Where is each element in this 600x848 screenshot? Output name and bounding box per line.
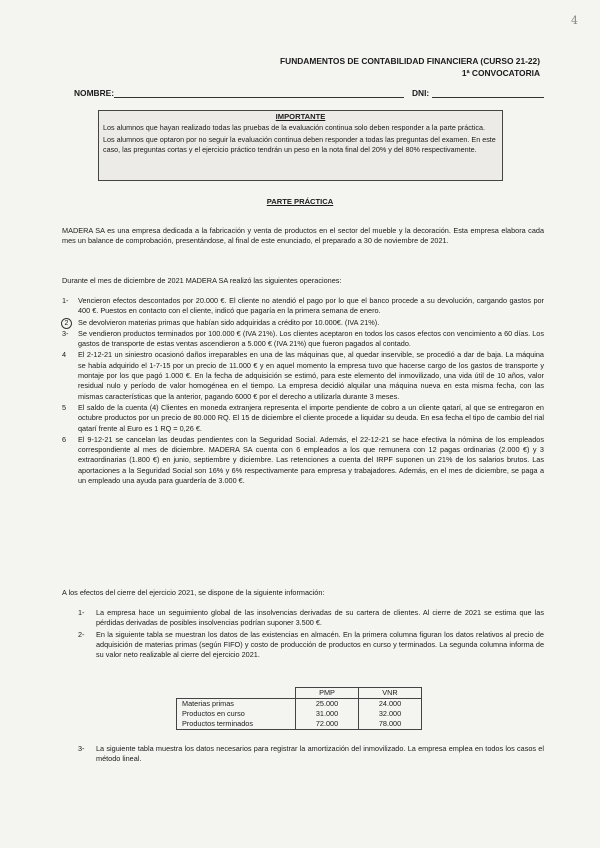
- closing-list-part-2: [78, 744, 544, 766]
- course-title: FUNDAMENTOS DE CONTABILIDAD FINANCIERA (CURSO 21-22): [280, 56, 540, 66]
- column-header: PMP: [296, 688, 359, 699]
- closing-item: 2- En la siguiente tabla se muestran los datos de las existencias en almacén. En la primera columna figuran los datos relativos al precio de adquisición de materias primas (según FIFO) y costo de producción de productos en curso y terminados. La segunda columna informa de su valor neto realizable al cierre del ejercicio 2021.: [78, 629, 544, 660]
- operation-item: 1- Vencieron efectos descontados por 20.000 €. El cliente no atendió el pago por lo que el banco procede a su devolución, cargando gastos por 400 €. Puestos en contacto con el cliente, indicó que pagaría en la primera semana de enero.: [62, 296, 544, 316]
- circled-number: 2: [61, 318, 72, 329]
- name-field[interactable]: [114, 97, 404, 98]
- intro-paragraph: MADERA SA es una empresa dedicada a la fabricación y venta de productos en el sector del mueble y la decoración. Esta empresa elabora cada mes un balance de comprobación, presentándose, al final de este enunciado, el preparado a 30 de noviembre de 2021.: [62, 226, 544, 246]
- closing-item: 3- La siguiente tabla muestra los datos necesarios para registrar la amortización del inmovilizado. La empresa emplea en todos los casos el método lineal.: [78, 744, 544, 764]
- name-label: NOMBRE:: [74, 88, 115, 98]
- exam-header: [280, 55, 540, 79]
- inventory-table: [176, 687, 422, 730]
- closing-item: 1- La empresa hace un seguimiento global de las insolvencias derivadas de su cartera de clientes. Al cierre de 2021 se estima que las pérdidas derivadas de posibles insolvencias podrían suponer 3.500 €.: [78, 608, 544, 628]
- operation-item: 5 El saldo de la cuenta (4) Clientes en moneda extranjera representa el importe pendiente de cobro a un cliente qatarí, al que se entregaron en octubre productos por un precio de 80.000 RQ. El 15 de diciembre el cliente procede a liquidar su deuda. En esa fecha el tipo de cambio del rial qatarí frente al Euro es 1 RQ = 0,26 €.: [62, 402, 544, 433]
- table-row: Productos en curso 31.000 32.000: [177, 709, 422, 719]
- operations-intro: Durante el mes de diciembre de 2021 MADERA SA realizó las siguientes operaciones:: [62, 276, 342, 285]
- column-header: VNR: [359, 688, 422, 699]
- page-number: 4: [571, 14, 578, 27]
- operations-list: [62, 296, 544, 487]
- operation-item: 2 Se devolvieron materias primas que habían sido adquiridas a crédito por 10.000€. (IVA 21%).: [62, 318, 544, 328]
- exam-call: 1ª CONVOCATORIA: [461, 68, 540, 78]
- notice-title: IMPORTANTE: [275, 112, 326, 121]
- operation-item: 4 El 2-12-21 un siniestro ocasionó daños irreparables en una de las máquinas que, al quedar inservible, se procedió a dar de baja. La máquina se había adquirido el 1-7-15 por un precio de 11.000 € y en aquel momento la empresa tuvo que hacerse cargo de los gastos de transporte y montaje por los que pagó 1.000 €. En la fecha de adquisición se estimó, para este elemento del inmovilizado, una vida útil de 10 años, valor residual nulo y período de valor homogénea en el tiempo. La empresa decidió alquilar una máquina nueva en esta misma fecha, con las mismas características que la anterior, pagando 6000 € por el derecho a utilizarla durante 3 meses.: [62, 350, 544, 401]
- section-title: PARTE PRÁCTICA: [266, 197, 334, 206]
- closing-list-part-1: [78, 608, 544, 661]
- operation-item: 3- Se vendieron productos terminados por 100.000 € (IVA 21%). Los clientes aceptaron en todos los casos efectos con vencimiento a 60 días. Los gastos de transporte de estas ventas ascendieron a 5.000 € (IVA 21%) que fueron pagados al contado.: [62, 328, 544, 349]
- operation-item: 6 El 9-12-21 se cancelan las deudas pendientes con la Seguridad Social. Además, el 22-12-21 se hace efectiva la nómina de los empleados correspondiente al mes de diciembre. MADERA SA cuenta con 6 empleados a los que remunera con 12 pagas ordinarias (2.000 €) y 3 extraordinarias (1.800 €) en junio, septiembre y diciembre. Las retenciones a cuenta del IRPF suponen un 21% de los salarios brutos. Las aportaciones a la Seguridad Social son 16% y 6% respectivamente para empresa y trabajadores. Además, en el mes de diciembre, se paga a un empleado una ayuda para guardería de 3.000 €.: [62, 434, 544, 486]
- important-notice: [98, 110, 503, 181]
- dni-label: DNI:: [412, 88, 430, 98]
- table-row: Productos terminados 72.000 78.000: [177, 719, 422, 730]
- notice-paragraph-1: Los alumnos que hayan realizado todas las pruebas de la evaluación continua solo deben responder a la parte práctica.: [103, 123, 485, 132]
- closing-intro: A los efectos del cierre del ejercicio 2021, se dispone de la siguiente información:: [62, 588, 325, 597]
- table-row: Materias primas 25.000 24.000: [177, 699, 422, 710]
- dni-field[interactable]: [432, 97, 544, 98]
- notice-paragraph-2: Los alumnos que optaron por no seguir la evaluación continua deben responder a todas las preguntas del examen. En este caso, las preguntas cortas y el ejercicio práctico tendrán un peso en la nota final del 20% y del 80% respectivamente.: [103, 135, 496, 154]
